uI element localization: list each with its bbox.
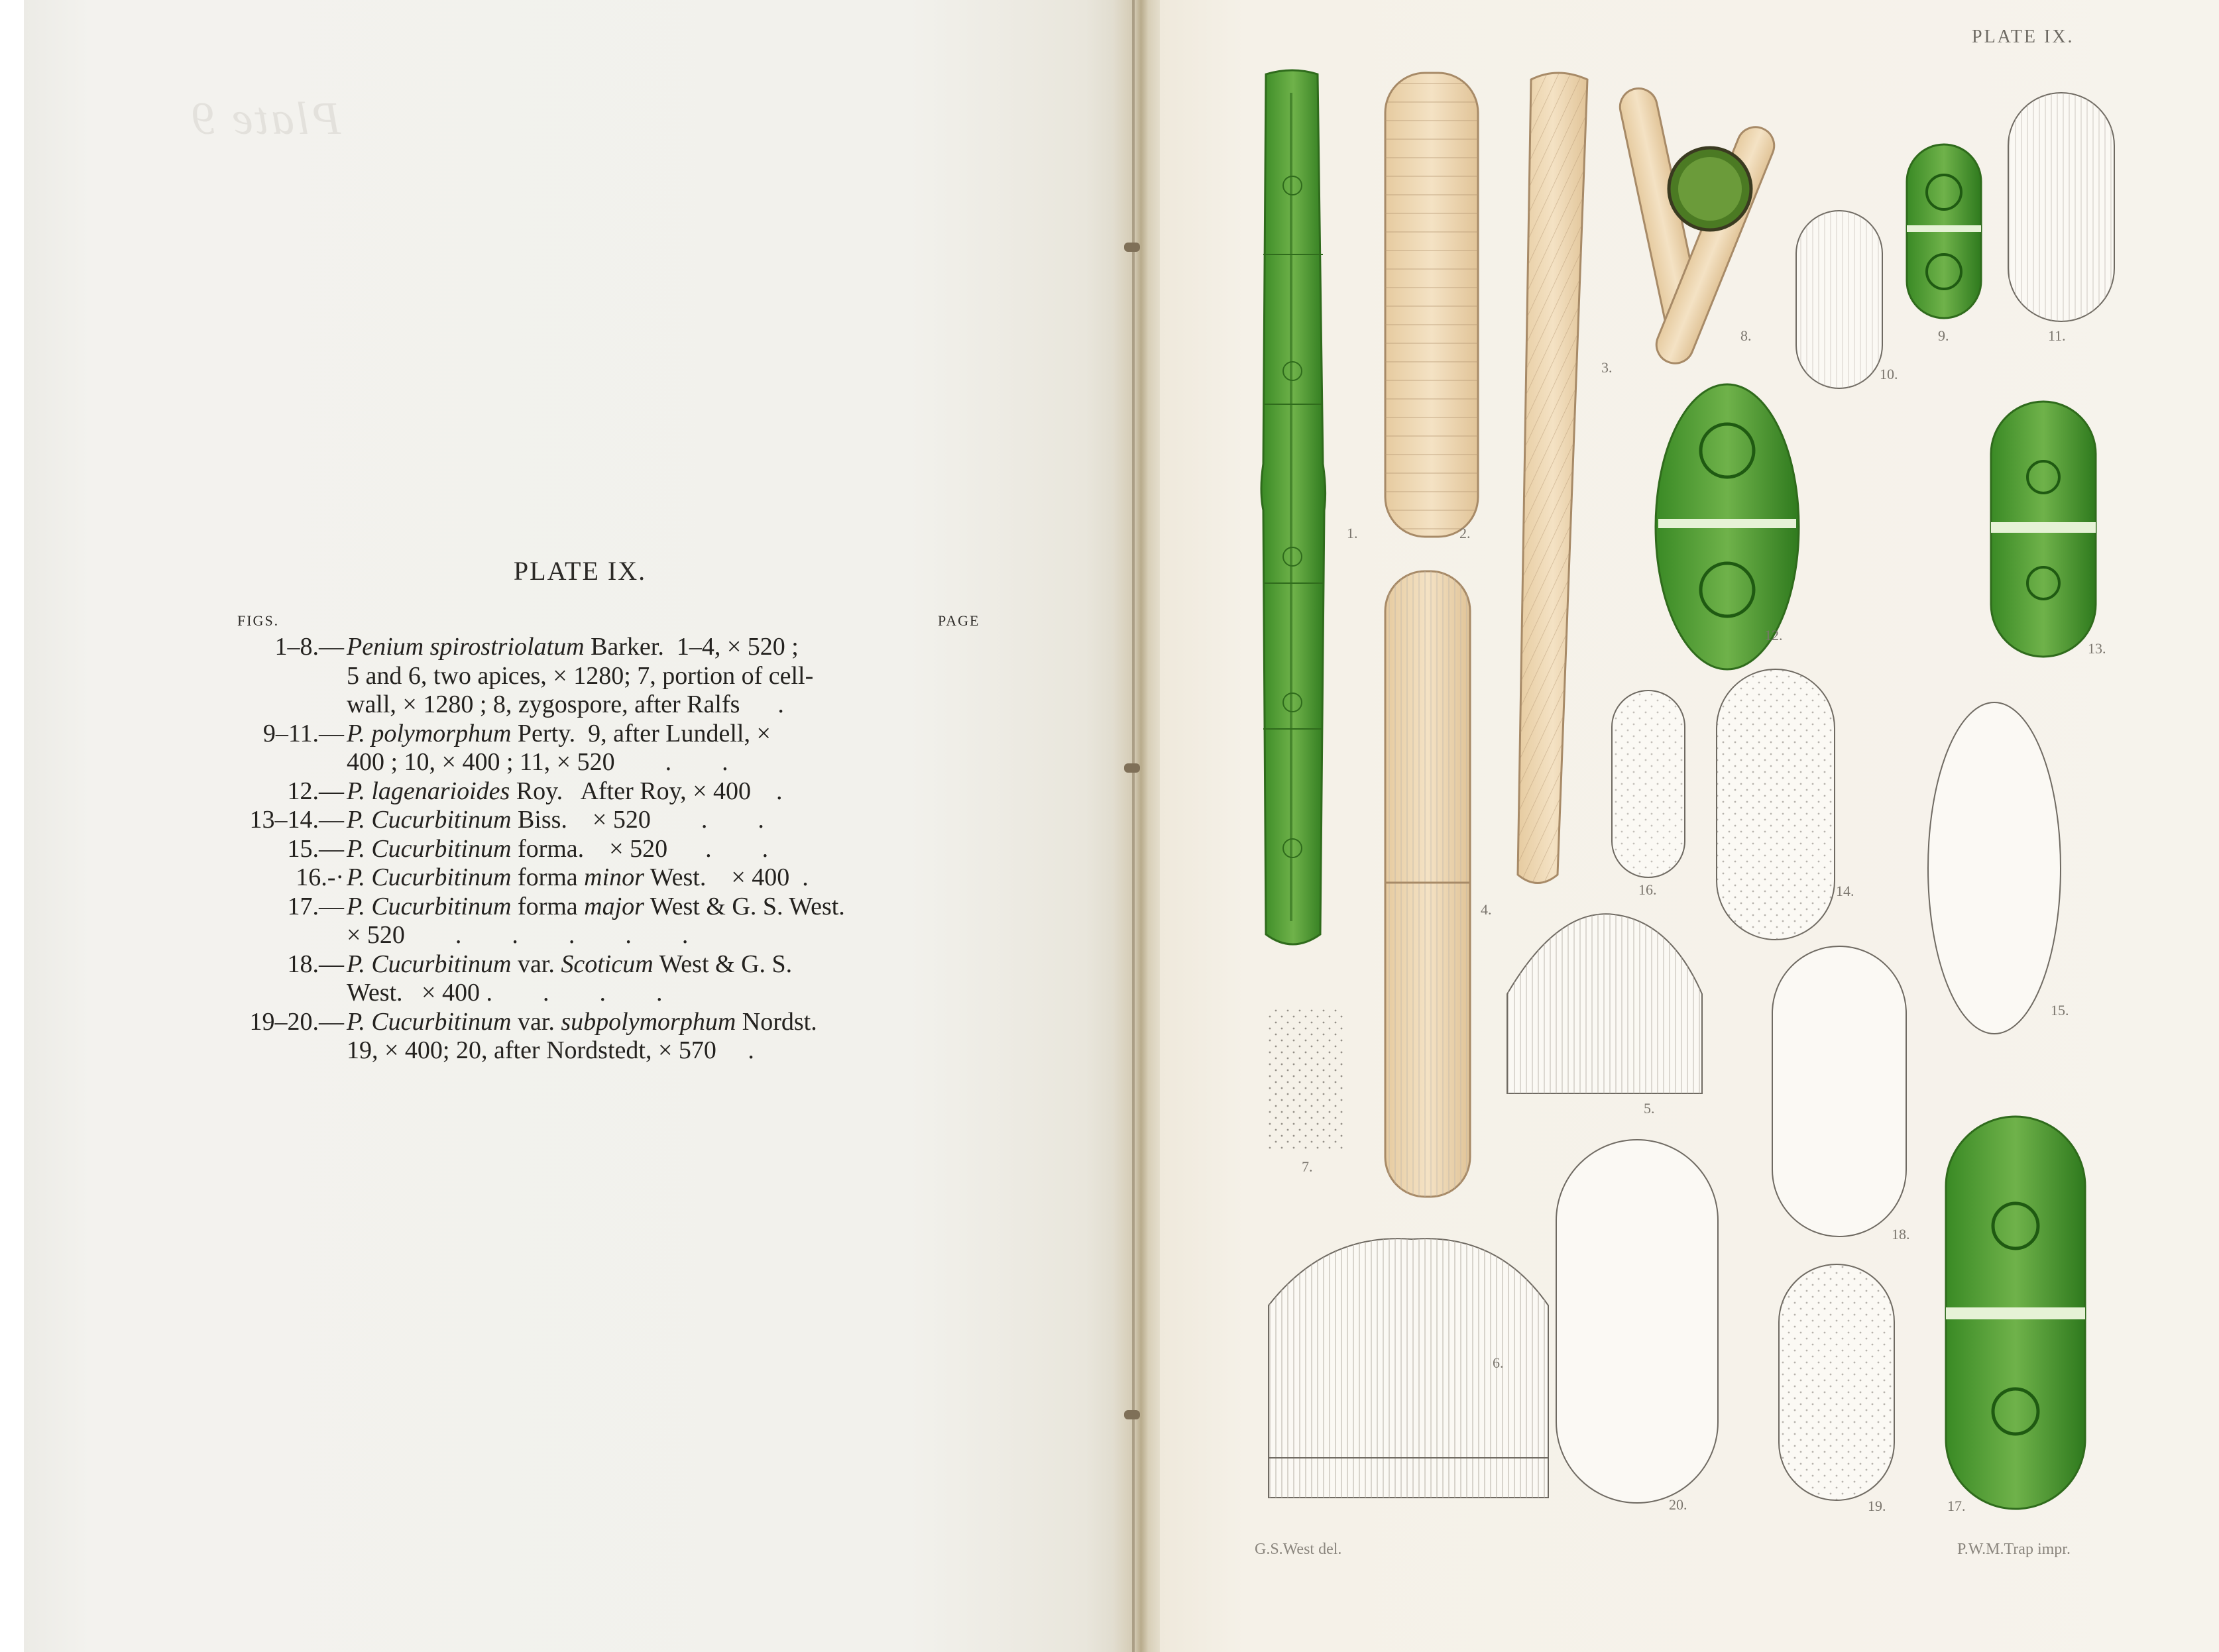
figure-20 bbox=[1556, 1140, 1718, 1503]
figure-numbers: 12.— bbox=[287, 777, 344, 805]
figure-label: 20. bbox=[1669, 1496, 1687, 1513]
legend-text: 400 ; 10, × 400 ; 11, × 520 . . bbox=[347, 748, 728, 776]
legend-text: P. Cucurbitinum Biss. × 520 . . bbox=[347, 806, 764, 834]
figure-label: 13. bbox=[2088, 640, 2106, 657]
page-title: PLATE IX. bbox=[513, 556, 647, 586]
figure-16 bbox=[1612, 690, 1685, 877]
printer-credit: P.W.M.Trap impr. bbox=[1957, 1541, 2071, 1558]
figure-13 bbox=[1991, 402, 2096, 657]
figure-label: 15. bbox=[2051, 1002, 2069, 1019]
figure-label: 8. bbox=[1740, 327, 1752, 344]
figure-8 bbox=[1617, 85, 1780, 368]
page-column-header: PAGE bbox=[938, 612, 980, 629]
plate-header: PLATE IX. bbox=[1972, 27, 2075, 47]
figure-3 bbox=[1518, 73, 1587, 883]
figure-numbers: 15.— bbox=[287, 834, 344, 863]
stitch-mark bbox=[1124, 243, 1140, 252]
figure-5 bbox=[1507, 914, 1702, 1093]
figure-numbers: 1–8.— bbox=[274, 633, 344, 661]
figure-17 bbox=[1946, 1117, 2085, 1509]
legend-text: wall, × 1280 ; 8, zygospore, after Ralfs . bbox=[347, 690, 784, 718]
legend-text: 5 and 6, two apices, × 1280; 7, portion of cell- bbox=[347, 661, 814, 690]
figure-label: 1. bbox=[1347, 525, 1358, 541]
figure-11 bbox=[2008, 93, 2114, 321]
figure-label: 14. bbox=[1836, 883, 1854, 899]
figure-7 bbox=[1266, 1006, 1345, 1149]
figure-label: 16. bbox=[1638, 881, 1657, 898]
figure-label: 5. bbox=[1644, 1100, 1655, 1117]
figure-label: 7. bbox=[1302, 1158, 1313, 1175]
figure-14 bbox=[1717, 669, 1835, 940]
plate-illustration bbox=[1160, 0, 2219, 1652]
figure-10 bbox=[1796, 211, 1882, 388]
legend-text: 19, × 400; 20, after Nordstedt, × 570 . bbox=[347, 1036, 754, 1064]
figure-2 bbox=[1385, 73, 1478, 537]
artist-credit: G.S.West del. bbox=[1255, 1541, 1342, 1558]
legend-text: P. Cucurbitinum forma minor West. × 400 . bbox=[347, 863, 809, 891]
figure-19 bbox=[1779, 1264, 1894, 1500]
legend-text: × 520 . . . . . bbox=[347, 921, 689, 949]
legend-text: P. Cucurbitinum forma. × 520 . . bbox=[347, 834, 769, 863]
figure-4 bbox=[1385, 571, 1470, 1197]
legend-text: P. lagenarioides Roy. After Roy, × 400 . bbox=[347, 777, 783, 805]
figure-numbers: 9–11.— bbox=[262, 719, 344, 747]
figure-numbers: 13–14.— bbox=[249, 806, 344, 834]
figure-6 bbox=[1269, 1239, 1548, 1498]
legend-text: P. polymorphum Perty. 9, after Lundell, × bbox=[347, 719, 771, 747]
figure-label: 12. bbox=[1764, 627, 1783, 643]
figure-label: 11. bbox=[2048, 327, 2066, 344]
figure-label: 2. bbox=[1459, 525, 1471, 541]
figure-numbers: 19–20.— bbox=[249, 1007, 344, 1036]
figure-numbers: 16.-· bbox=[296, 863, 344, 891]
figure-18 bbox=[1772, 946, 1906, 1237]
book-gutter bbox=[1113, 0, 1166, 1652]
stitch-mark bbox=[1124, 763, 1140, 773]
figure-15 bbox=[1928, 702, 2061, 1034]
figs-column-header: FIGS. bbox=[237, 612, 280, 629]
figure-label: 4. bbox=[1481, 901, 1492, 918]
figure-label: 19. bbox=[1868, 1498, 1886, 1514]
legend-text: West. × 400 . . . . bbox=[347, 979, 663, 1007]
figure-label: 17. bbox=[1947, 1498, 1966, 1514]
figure-numbers: 17.— bbox=[287, 892, 344, 920]
figure-9 bbox=[1907, 144, 1981, 318]
figure-numbers: 18.— bbox=[287, 950, 344, 978]
figure-label: 3. bbox=[1601, 359, 1613, 376]
figure-label: 18. bbox=[1892, 1226, 1910, 1242]
show-through-title: Plate 9 bbox=[190, 93, 341, 144]
legend-text: P. Cucurbitinum var. subpolymorphum Nordst. bbox=[347, 1007, 817, 1036]
figure-1 bbox=[1261, 70, 1326, 944]
legend-text: Penium spirostriolatum Barker. 1–4, × 520 ; bbox=[347, 633, 799, 661]
figure-label: 9. bbox=[1938, 327, 1949, 344]
figure-label: 10. bbox=[1880, 366, 1898, 382]
legend-text: P. Cucurbitinum forma major West & G. S. West. bbox=[347, 892, 845, 920]
legend-text: P. Cucurbitinum var. Scoticum West & G. S. bbox=[347, 950, 793, 978]
stitch-mark bbox=[1124, 1410, 1140, 1419]
figure-label: 6. bbox=[1493, 1354, 1504, 1371]
